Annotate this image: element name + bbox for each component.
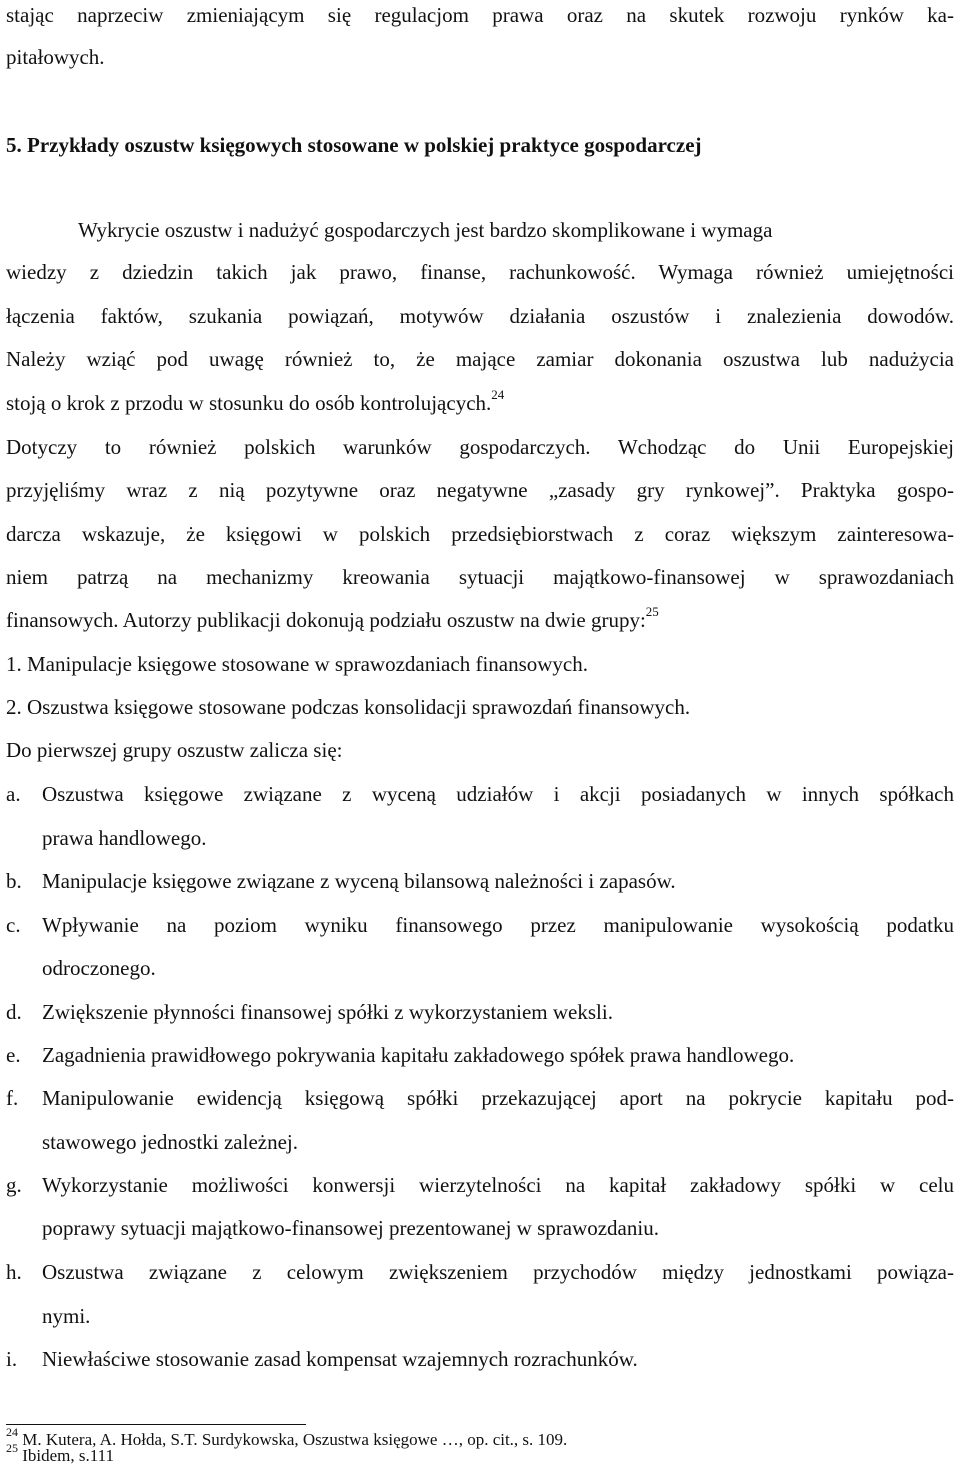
para-line-3: łączenia faktów, szukania powiązań, motywów działania oszustów i znalezienia dowodów. bbox=[6, 304, 954, 328]
intro-line-1: stając naprzeciw zmieniającym się regulacjom prawa oraz na skutek rozwoju rynków ka- bbox=[6, 3, 954, 27]
para-line-10-text: finansowych. Autorzy publikacji dokonują podziału oszustw na dwie grupy: bbox=[6, 608, 646, 632]
list-item-i-line-1: Niewłaściwe stosowanie zasad kompensat wzajemnych rozrachunków. bbox=[42, 1347, 638, 1371]
group-1: 1. Manipulacje księgowe stosowane w sprawozdaniach finansowych. bbox=[6, 652, 589, 676]
list-item-label-b: b. bbox=[6, 869, 22, 893]
list-item-a-line-1: Oszustwa księgowe związane z wyceną udziałów i akcji posiadanych w innych spółkach bbox=[42, 782, 954, 806]
list-item-label-d: d. bbox=[6, 1000, 22, 1024]
list-item-c-line-2: odroczonego. bbox=[42, 956, 156, 980]
list-item-d-line-1: Zwiększenie płynności finansowej spółki z wykorzystaniem weksli. bbox=[42, 1000, 613, 1024]
list-item-label-e: e. bbox=[6, 1043, 21, 1067]
footnote-separator bbox=[6, 1424, 306, 1425]
list-item-g-line-1: Wykorzystanie możliwości konwersji wierzytelności na kapitał zakładowy spółki w celu bbox=[42, 1173, 954, 1197]
para-line-2: wiedzy z dziedzin takich jak prawo, finanse, rachunkowość. Wymaga również umiejętności bbox=[6, 260, 954, 284]
list-item-e-line-1: Zagadnienia prawidłowego pokrywania kapitału zakładowego spółek prawa handlowego. bbox=[42, 1043, 795, 1067]
para-line-6: Dotyczy to również polskich warunków gospodarczych. Wchodząc do Unii Europejskiej bbox=[6, 435, 954, 459]
group-intro: Do pierwszej grupy oszustw zalicza się: bbox=[6, 738, 343, 762]
para-line-4: Należy wziąć pod uwagę również to, że mające zamiar dokonania oszustwa lub nadużycia bbox=[6, 347, 954, 371]
list-item-label-a: a. bbox=[6, 782, 21, 806]
footnote-ref-25: 25 bbox=[645, 604, 659, 619]
list-item-label-h: h. bbox=[6, 1260, 22, 1284]
list-item-h-line-2: nymi. bbox=[42, 1304, 91, 1328]
para-line-10 bbox=[6, 604, 954, 633]
list-item-g-line-2: poprawy sytuacji majątkowo-finansowej prezentowanej w sprawozdaniu. bbox=[42, 1216, 659, 1240]
list-item-h-line-1: Oszustwa związane z celowym zwiększeniem przychodów między jednostkami powiąza- bbox=[42, 1260, 954, 1284]
para-line-5-text: stoją o krok z przodu w stosunku do osób kontrolujących. bbox=[6, 391, 492, 415]
para-line-5 bbox=[6, 387, 954, 416]
list-item-c-line-1: Wpływanie na poziom wyniku finansowego przez manipulowanie wysokością podatku bbox=[42, 913, 954, 937]
footnote-25-number: 25 bbox=[6, 1441, 18, 1456]
para-line-1: Wykrycie oszustw i nadużyć gospodarczych jest bardzo skomplikowane i wymaga bbox=[78, 218, 773, 242]
footnote-25 bbox=[6, 1441, 115, 1466]
list-item-label-g: g. bbox=[6, 1173, 22, 1197]
para-line-9: niem patrzą na mechanizmy kreowania sytuacji majątkowo-finansowej w sprawozdaniach bbox=[6, 565, 954, 589]
footnote-24-number: 24 bbox=[6, 1425, 18, 1440]
footnote-ref-24: 24 bbox=[491, 387, 505, 402]
list-item-f-line-2: stawowego jednostki zależnej. bbox=[42, 1130, 298, 1154]
list-item-b-line-1: Manipulacje księgowe związane z wyceną bilansową należności i zapasów. bbox=[42, 869, 676, 893]
section-heading: 5. Przykłady oszustw księgowych stosowane w polskiej praktyce gospodarczej bbox=[6, 133, 702, 157]
para-line-7: przyjęliśmy wraz z nią pozytywne oraz negatywne „zasady gry rynkowej”. Praktyka gospo- bbox=[6, 478, 954, 502]
intro-line-2: pitałowych. bbox=[6, 45, 105, 69]
list-item-a-line-2: prawa handlowego. bbox=[42, 826, 207, 850]
group-2: 2. Oszustwa księgowe stosowane podczas konsolidacji sprawozdań finansowych. bbox=[6, 695, 691, 719]
list-item-label-f: f. bbox=[6, 1086, 19, 1110]
list-item-label-i: i. bbox=[6, 1347, 18, 1371]
footnote-25-text: Ibidem, s.111 bbox=[22, 1446, 115, 1465]
para-line-8: darcza wskazuje, że księgowi w polskich przedsiębiorstwach z coraz większym zainteresowa- bbox=[6, 522, 954, 546]
list-item-f-line-1: Manipulowanie ewidencją księgową spółki przekazującej aport na pokrycie kapitału pod- bbox=[42, 1086, 954, 1110]
list-item-label-c: c. bbox=[6, 913, 21, 937]
footnote-24-text: M. Kutera, A. Hołda, S.T. Surdykowska, Oszustwa księgowe …, op. cit., s. 109. bbox=[22, 1430, 568, 1449]
